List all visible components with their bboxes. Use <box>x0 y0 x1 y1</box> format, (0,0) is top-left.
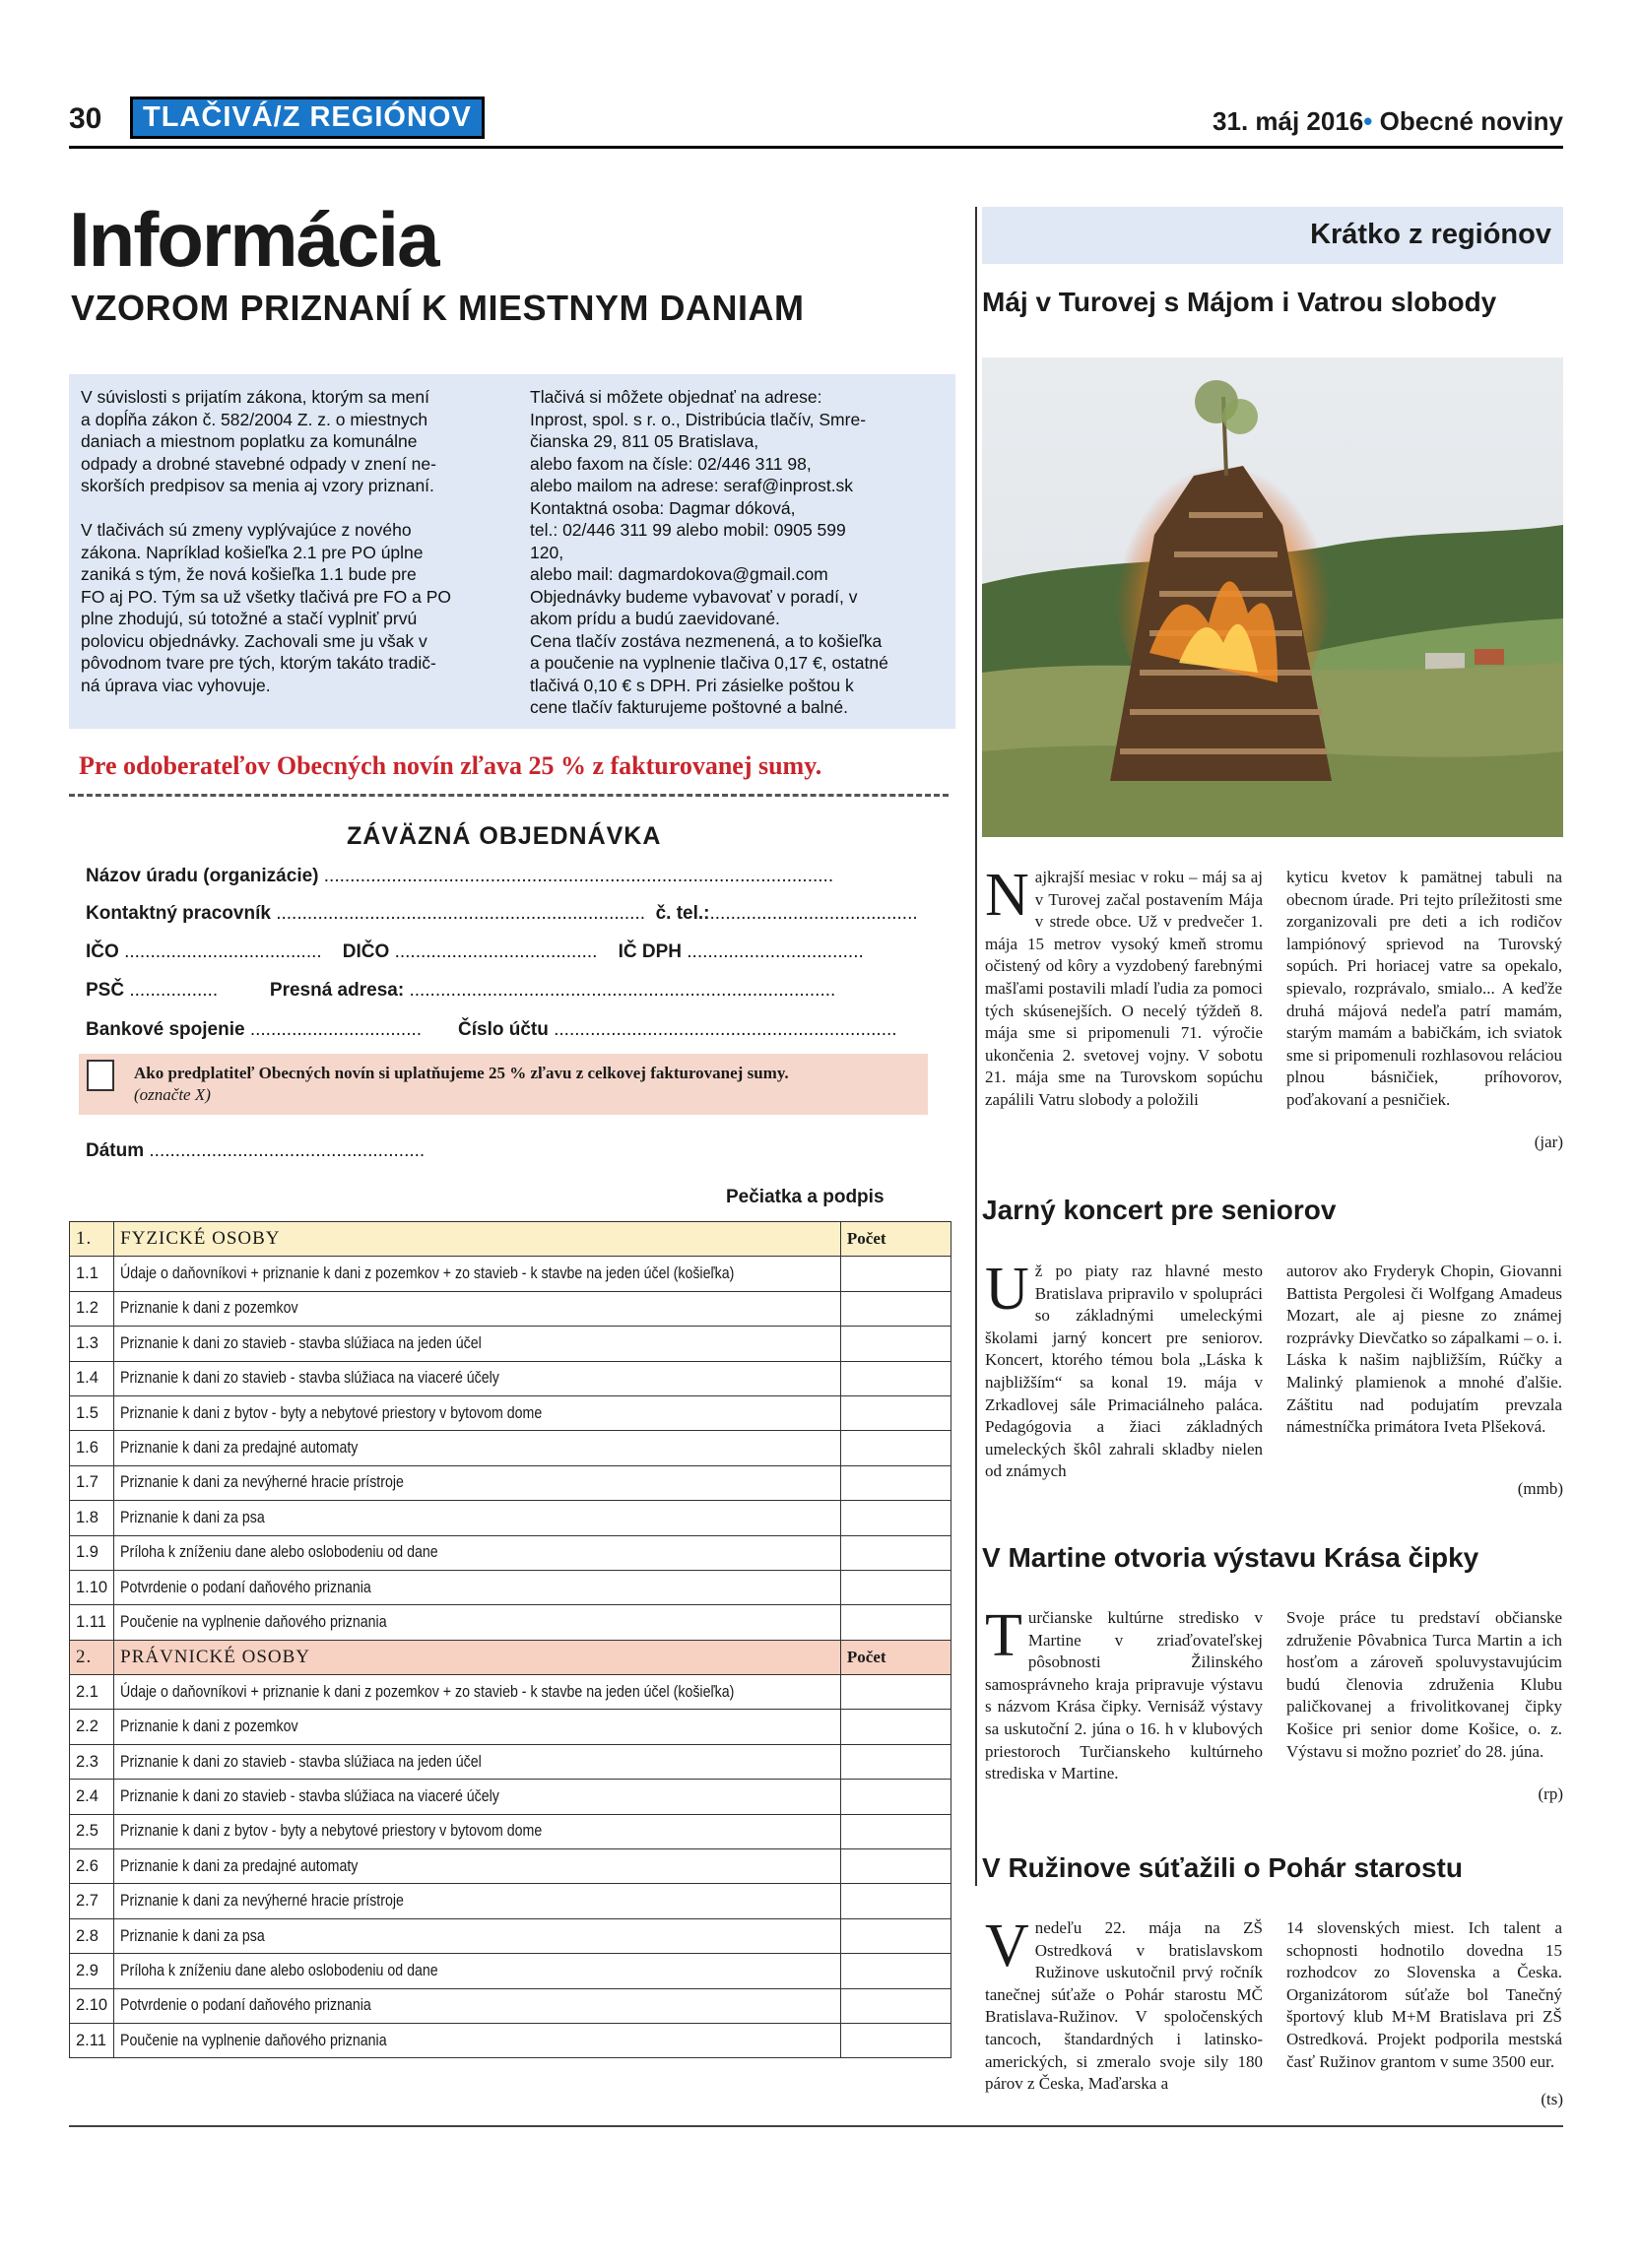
table-row <box>70 2023 951 2057</box>
row-label: Priznanie k dani za nevýherné hracie prístroje <box>114 1465 841 1500</box>
bank-line <box>86 1019 897 1041</box>
row-label: Údaje o daňovníkovi + priznanie k dani z pozemkov + zo stavieb - k stavbe na jeden účel (košieľka) <box>114 1257 841 1291</box>
article-title: Jarný koncert pre seniorov <box>982 1195 1337 1225</box>
subscriber-checkbox[interactable] <box>87 1060 114 1091</box>
dic-field[interactable]: ....................................... <box>394 941 598 962</box>
row-number: 1.9 <box>70 1535 114 1570</box>
article-title: Máj v Turovej s Májom i Vatrou slobody <box>982 287 1497 317</box>
date-line <box>86 1140 425 1162</box>
order-title: ZÁVÄZNÁ OBJEDNÁVKA <box>347 822 662 850</box>
row-number: 1.5 <box>70 1395 114 1430</box>
count-cell[interactable] <box>840 1710 951 1744</box>
row-number: 2.4 <box>70 1780 114 1814</box>
count-cell[interactable] <box>840 1884 951 1918</box>
row-label: Poučenie na vyplnenie daňového priznania <box>114 2023 841 2057</box>
ico-label: IČO <box>86 941 119 962</box>
row-number: 1.2 <box>70 1291 114 1326</box>
count-cell[interactable] <box>840 1780 951 1814</box>
row-label: Priznanie k dani z pozemkov <box>114 1710 841 1744</box>
table-row <box>70 1849 951 1884</box>
bank-label: Bankové spojenie <box>86 1019 245 1040</box>
table-row <box>70 1535 951 1570</box>
account-label: Číslo účtu <box>458 1019 549 1040</box>
table-row <box>70 1465 951 1500</box>
row-number: 2.9 <box>70 1954 114 1988</box>
forms-table <box>69 1221 951 2058</box>
article-body-col1: Najkrajší mesiac v roku – máj sa aj v Turovej začal postavením Mája v strede obce. Už v predvečer 1. mája 15 metrov vysoký kmeň stromu očistený od kôry a vyzdobený farebnými mašľami postavili mladí ľudia za pomoci tých skúsenejších. O necelý týždeň 8. mája sme si pripomenuli 71. výročie ukončenia 2. svetovej vojny. V sobotu 21. mája sme na Turovskom sopúchu zapálili Vatru slobody a položili <box>985 862 1263 1109</box>
row-label: Poučenie na vyplnenie daňového priznania <box>114 1605 841 1640</box>
table-row <box>70 1570 951 1604</box>
drop-cap: N <box>985 862 1029 929</box>
row-number: 1.6 <box>70 1431 114 1465</box>
row-number: 1.1 <box>70 1257 114 1291</box>
row-number: 1.7 <box>70 1465 114 1500</box>
article-body-col2: autorov ako Fryderyk Chopin, Giovanni Battista Pergolesi či Wolfgang Amadeus Mozart, ale aj piesne zo známej rozprávky Dievčatko so zápalkami – o. i. Láska k našim najbližším, Rúčky a Malinký plamienok a mnohé ďalšie. Záštitu nad podujatím prevzala námestníčka primátora Iveta Plšeková. <box>1286 1262 1562 1437</box>
row-label: Priznanie k dani za psa <box>114 1918 841 1953</box>
article-title: V Martine otvoria výstavu Krása čipky <box>982 1542 1479 1573</box>
header-rule <box>69 146 1563 149</box>
table-row <box>70 1954 951 1988</box>
article-signature: (jar) <box>1534 1133 1563 1151</box>
region-banner <box>982 207 1563 264</box>
row-number: 1.11 <box>70 1605 114 1640</box>
row-number: 1.10 <box>70 1570 114 1604</box>
paper-name: Obecné noviny <box>1379 106 1563 136</box>
count-header: Počet <box>840 1222 951 1257</box>
row-number: 1.8 <box>70 1501 114 1535</box>
count-cell[interactable] <box>840 1988 951 2023</box>
bullet: • <box>1363 106 1373 136</box>
info-box <box>69 374 955 729</box>
address-label: Presná adresa: <box>269 980 405 1001</box>
page-number: 30 <box>69 102 102 135</box>
icdph-label: IČ DPH <box>618 941 682 962</box>
org-field[interactable]: .................................................................................................. <box>323 866 834 886</box>
issue-info <box>1213 106 1563 137</box>
table-row <box>70 1884 951 1918</box>
count-cell[interactable] <box>840 1849 951 1884</box>
count-cell[interactable] <box>840 1291 951 1326</box>
count-cell[interactable] <box>840 1814 951 1848</box>
id-line <box>86 941 864 963</box>
row-label: Priznanie k dani za predajné automaty <box>114 1431 841 1465</box>
table-row <box>70 1780 951 1814</box>
psc-field[interactable]: ................. <box>129 980 219 1001</box>
count-cell[interactable] <box>840 1918 951 1953</box>
tel-field[interactable]: ........................................ <box>709 903 918 924</box>
row-number: 1.3 <box>70 1327 114 1361</box>
row-label: Príloha k zníženiu dane alebo oslobodeniu od dane <box>114 1954 841 1988</box>
date-label: Dátum <box>86 1140 145 1161</box>
count-cell[interactable] <box>840 1395 951 1430</box>
row-label: Priznanie k dani z bytov - byty a nebytové priestory v bytovom dome <box>114 1395 841 1430</box>
row-label: Údaje o daňovníkovi + priznanie k dani z pozemkov + zo stavieb - k stavbe na jeden účel (košieľka) <box>114 1675 841 1710</box>
table-row <box>70 1501 951 1535</box>
article-body-col1: Turčianske kultúrne stredisko v Martine v zriaďovateľskej pôsobnosti Žilinského samosprávneho kraja pripravuje výstavu s názvom Krása čipky. Vernisáž výstavy sa uskutoční 2. júna o 16. h v klubových priestoroch Turčianskeho kultúrneho strediska v Martine. <box>985 1602 1263 1783</box>
count-header: Počet <box>840 1640 951 1674</box>
row-label: Potvrdenie o podaní daňového priznania <box>114 1988 841 2023</box>
contact-line <box>86 903 918 925</box>
count-cell[interactable] <box>840 1535 951 1570</box>
cut-line <box>69 794 949 797</box>
row-number: 2.8 <box>70 1918 114 1953</box>
count-cell[interactable] <box>840 1465 951 1500</box>
row-label: Priznanie k dani za psa <box>114 1501 841 1535</box>
table-row <box>70 1257 951 1291</box>
count-cell[interactable] <box>840 1431 951 1465</box>
row-number: 2.10 <box>70 1988 114 2023</box>
column-divider <box>975 207 977 1886</box>
subscriber-note: (označte X) <box>134 1085 211 1104</box>
row-label: Potvrdenie o podaní daňového priznania <box>114 1570 841 1604</box>
table-row <box>70 1361 951 1395</box>
org-line <box>86 866 833 887</box>
row-number: 2.1 <box>70 1675 114 1710</box>
row-label: Príloha k zníženiu dane alebo oslobodeniu od dane <box>114 1535 841 1570</box>
date-field[interactable]: ..................................................... <box>149 1140 426 1161</box>
issue-date: 31. máj 2016 <box>1213 106 1364 136</box>
count-cell[interactable] <box>840 2023 951 2057</box>
bonfire-photo <box>982 357 1563 837</box>
dic-label: DIČO <box>342 941 390 962</box>
article-signature: (mmb) <box>1517 1479 1563 1498</box>
section-row <box>70 1222 951 1257</box>
count-cell[interactable] <box>840 1744 951 1779</box>
article-body-col2: kyticu kvetov k pamätnej tabuli na obecnom úrade. Pri tejto príležitosti sme zorganizovali pre deti a ich rodičov lampiónový sprievod na Turovský sopúch. Pri horiacej vatre sa opekalo, spievalo, rozprávalo, smialo... A keďže druhá májová nedeľa patrí mamám, starým mamám a babičkám, ich sviatok sme si pripomenuli rozhlasovou reláciou plnou básničiek, príhovorov, poďakovaní a pesničiek. <box>1286 868 1562 1109</box>
drop-cap: T <box>985 1602 1022 1669</box>
section-number: 1. <box>70 1222 114 1257</box>
account-field[interactable]: .................................................................. <box>554 1019 897 1040</box>
row-number: 2.5 <box>70 1814 114 1848</box>
row-number: 2.3 <box>70 1744 114 1779</box>
stamp-label: Pečiatka a podpis <box>726 1187 885 1207</box>
section-title: PRÁVNICKÉ OSOBY <box>114 1640 841 1674</box>
table-row <box>70 1744 951 1779</box>
discount-notice: Pre odoberateľov Obecných novín zľava 25 % z fakturovanej sumy. <box>79 751 822 780</box>
table-row <box>70 1988 951 2023</box>
count-cell[interactable] <box>840 1501 951 1535</box>
psc-label: PSČ <box>86 980 125 1001</box>
contact-label: Kontaktný pracovník <box>86 903 271 924</box>
row-label: Priznanie k dani z bytov - byty a nebytové priestory v bytovom dome <box>114 1814 841 1848</box>
row-number: 2.11 <box>70 2023 114 2057</box>
row-label: Priznanie k dani zo stavieb - stavba slúžiaca na viaceré účely <box>114 1361 841 1395</box>
region-banner-label: Krátko z regiónov <box>1310 219 1551 250</box>
article-body-col2: 14 slovenských miest. Ich talent a schopnosti hodnotilo dovedna 15 rozhodcov zo Slovenska a Česka. Organizátorom súťaže bol Tanečný športový klub M+M Bratislava pri ZŠ Ostredková. Projekt podporila mestská časť Ružinov grantom v sume 3500 eur. <box>1286 1918 1562 2071</box>
section-title: FYZICKÉ OSOBY <box>114 1222 841 1257</box>
row-label: Priznanie k dani z pozemkov <box>114 1291 841 1326</box>
article-title: V Ružinove súťažili o Pohár starostu <box>982 1852 1463 1883</box>
row-number: 1.4 <box>70 1361 114 1395</box>
count-cell[interactable] <box>840 1361 951 1395</box>
row-label: Priznanie k dani za nevýherné hracie prístroje <box>114 1884 841 1918</box>
tel-label: č. tel.: <box>655 903 710 924</box>
address-line <box>86 980 835 1002</box>
row-label: Priznanie k dani za predajné automaty <box>114 1849 841 1884</box>
drop-cap: V <box>985 1912 1029 1979</box>
table-row <box>70 1291 951 1326</box>
row-label: Priznanie k dani zo stavieb - stavba slúžiaca na jeden účel <box>114 1327 841 1361</box>
drop-cap: U <box>985 1256 1029 1323</box>
section-number: 2. <box>70 1640 114 1674</box>
table-row <box>70 1710 951 1744</box>
contact-field[interactable]: ....................................................................... <box>276 903 646 924</box>
bonfire-image <box>982 357 1563 837</box>
table-row <box>70 1431 951 1465</box>
page-title: Informácia <box>69 196 438 283</box>
table-row <box>70 1814 951 1848</box>
info-left-text: V súvislosti s prijatím zákona, ktorým sa mení a dopĺňa zákon č. 582/2004 Z. z. o miestnych daniach a miestnom poplatku za komunálne odpady a drobné stavebné odpady v znení ne- skorších predpisov sa menia aj vzory priznaní. V tlačivách sú zmeny vyplývajúce z nového zákona. Napríklad košieľka 2.1 pre PO úplne zaniká s tým, že nová košieľka 1.1 bude pre FO aj PO. Tým sa už všetky tlačivá pre FO a PO plne zhodujú, sú totožné a stačí vyplniť prvú polovicu objednávky. Zachovali sme ju však v pôvodnom tvare pre tých, ktorým takáto tradič- ná úprava viac vyhovuje. <box>81 387 452 695</box>
count-cell[interactable] <box>840 1570 951 1604</box>
table-row <box>70 1918 951 1953</box>
table-row <box>70 1327 951 1361</box>
icdph-field[interactable]: .................................. <box>687 941 864 962</box>
address-field[interactable]: .................................................................................. <box>409 980 836 1001</box>
row-label: Priznanie k dani zo stavieb - stavba slúžiaca na jeden účel <box>114 1744 841 1779</box>
count-cell[interactable] <box>840 1605 951 1640</box>
article-signature: (ts) <box>1541 2090 1563 2108</box>
count-cell[interactable] <box>840 1327 951 1361</box>
article-body-col1: Vnedeľu 22. mája na ZŠ Ostredková v bratislavskom Ružinove uskutočnil prvý ročník tanečnej súťaže o Pohár starostu MČ Bratislava-Ružinov. V spoločenských tancoch, štandardných i latinsko-amerických, si zmeralo svoje sily 180 párov z Česka, Maďarska a <box>985 1912 1263 2094</box>
ico-field[interactable]: ...................................... <box>124 941 322 962</box>
count-cell[interactable] <box>840 1954 951 1988</box>
count-cell[interactable] <box>840 1675 951 1710</box>
org-label: Názov úradu (organizácie) <box>86 866 319 886</box>
article-signature: (rp) <box>1538 1784 1563 1803</box>
article-body-col1: Už po piaty raz hlavné mesto Bratislava pripravilo v spolupráci so základnými umeleckými školami jarný koncert pre seniorov. Koncert, ktorého témou bola „Láska k najbližším“ sa konal 19. mája v Zrkadlovej sále Primaciálneho paláca. Pedagógovia a žiaci základných umeleckých škôl zahrali skladby nielen od známych <box>985 1256 1263 1481</box>
table-row <box>70 1605 951 1640</box>
row-number: 2.7 <box>70 1884 114 1918</box>
row-number: 2.2 <box>70 1710 114 1744</box>
section-row <box>70 1640 951 1674</box>
section-label: TLAČIVÁ/Z REGIÓNOV <box>130 97 485 139</box>
bottom-rule <box>69 2125 1563 2127</box>
table-row <box>70 1675 951 1710</box>
page-subtitle: VZOROM PRIZNANÍ K MIESTNYM DANIAM <box>71 288 805 328</box>
info-right-text: Tlačivá si môžete objednať na adrese: Inprost, spol. s r. o., Distribúcia tlačív, Smre- čianska 29, 811 05 Bratislava, alebo faxom na čísle: 02/446 311 98, alebo mailom na adrese: seraf@inprost.sk Kontaktná osoba: Dagmar dóková, tel.: 02/446 311 99 alebo mobil: 0905 599 120, alebo mail: dagmardokova@gmail.com Objednávky budeme vybavovať v poradí, v akom prídu a budú zaevidované. Cena tlačív zostáva nezmenená, a to košieľka a poučenie na vyplnenie tlačiva 0,17 €, ostatné tlačivá 0,10 € s DPH. Pri zásielke poštou k cene tlačív fakturujeme poštovné a balné. <box>530 387 888 717</box>
row-label: Priznanie k dani zo stavieb - stavba slúžiaca na viaceré účely <box>114 1780 841 1814</box>
table-row <box>70 1395 951 1430</box>
bank-field[interactable]: ................................. <box>249 1019 423 1040</box>
row-number: 2.6 <box>70 1849 114 1884</box>
article-body-col2: Svoje práce tu predstaví občianske združenie Pôvabnica Turca Martin a ich hosťom a zároveň spoluvystavujúcim budú členovia združenia Klubu paličkovanej a frivolitkovanej čipky Košice pri senior dome Košice, o. z. Výstavu si možno pozrieť do 28. júna. <box>1286 1608 1562 1761</box>
count-cell[interactable] <box>840 1257 951 1291</box>
subscriber-text: Ako predplatiteľ Obecných novín si uplatňujeme 25 % zľavu z celkovej fakturovanej sumy. <box>134 1064 789 1082</box>
